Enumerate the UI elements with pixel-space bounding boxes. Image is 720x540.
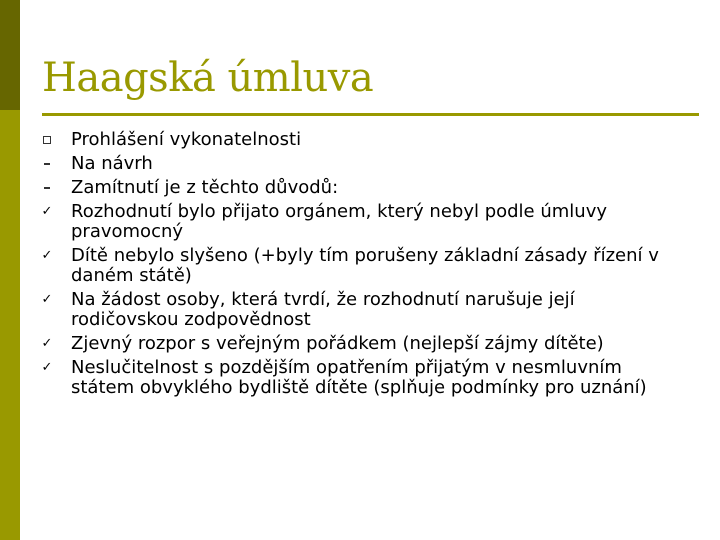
list-item-text: Na návrh	[71, 153, 153, 174]
title-underline	[42, 113, 699, 116]
bullet-list	[40, 128, 680, 400]
list-item	[40, 332, 680, 356]
square-icon	[40, 128, 54, 152]
list-item-text: Rozhodnutí bylo přijato orgánem, který nebyl podle úmluvy pravomocný	[71, 201, 608, 242]
list-item-text: Prohlášení vykonatelnosti	[71, 129, 302, 150]
slide-title: Haagská úmluva	[42, 55, 374, 101]
checkmark-icon: ✓	[41, 336, 53, 351]
checkmark-icon: ✓	[41, 248, 53, 263]
list-item	[40, 176, 680, 200]
left-accent-bar	[0, 0, 20, 540]
dash-icon	[40, 152, 54, 176]
checkmark-icon: ✓	[41, 204, 53, 219]
list-item-text: Dítě nebylo slyšeno (+byly tím porušeny základní zásady řízení v daném státě)	[71, 245, 659, 286]
list-item-text: Zjevný rozpor s veřejným pořádkem (nejlepší zájmy dítěte)	[71, 333, 604, 354]
list-item	[40, 288, 680, 332]
checkmark-icon: ✓	[41, 360, 53, 375]
list-item	[40, 128, 680, 152]
list-item-text: Neslučitelnost s pozdějším opatřením přijatým v nesmluvním státem obvyklého bydliště dítěte (splňuje podmínky pro uznání)	[71, 357, 647, 398]
list-item-text: Na žádost osoby, která tvrdí, že rozhodnutí narušuje její rodičovskou zodpovědnost	[71, 289, 575, 330]
list-item	[40, 200, 680, 244]
list-item	[40, 356, 680, 400]
list-item-text: Zamítnutí je z těchto důvodů:	[71, 177, 339, 198]
checkmark-icon: ✓	[41, 292, 53, 307]
list-item	[40, 244, 680, 288]
left-accent-bar-top	[0, 0, 20, 110]
dash-icon	[40, 176, 54, 200]
list-item	[40, 152, 680, 176]
